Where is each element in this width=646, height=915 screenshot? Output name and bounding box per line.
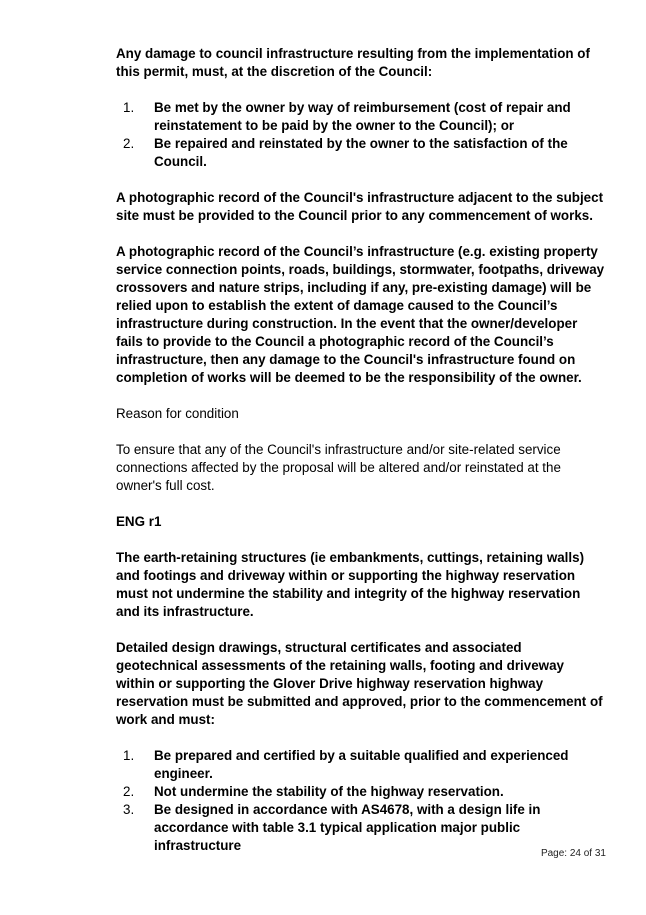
condition-heading: ENG r1 xyxy=(116,514,162,529)
list-item xyxy=(116,99,606,135)
list-item-text: Be designed in accordance with AS4678, with a design life in accordance with table 3.1 typical application major public infrastructure xyxy=(154,802,541,853)
reason-heading: Reason for condition xyxy=(116,406,239,421)
list-item-text: Be prepared and certified by a suitable qualified and experienced engineer. xyxy=(154,748,569,781)
reason-text: To ensure that any of the Council's infrastructure and/or site-related service connections affected by the proposal will be altered and/or reinstated at the owner's full cost. xyxy=(116,442,561,493)
list-item-number: 3. xyxy=(123,802,135,817)
paragraph-design-drawings: Detailed design drawings, structural certificates and associated geotechnical assessments of the retaining walls, footing and driveway within or supporting the Glover Drive highway reservation highway reservation must be submitted and approved, prior to the commencement of work and must: xyxy=(116,640,603,727)
list-item xyxy=(116,783,606,801)
list-item-number: 2. xyxy=(123,784,135,799)
paragraph-damage-intro: Any damage to council infrastructure resulting from the implementation of this permit, must, at the discretion of the Council: xyxy=(116,46,590,79)
list-item xyxy=(116,135,606,171)
list-item-text: Not undermine the stability of the highway reservation. xyxy=(154,784,504,799)
list-item-number: 2. xyxy=(123,136,135,151)
list-item-number: 1. xyxy=(123,748,135,763)
list-item-text: Be repaired and reinstated by the owner to the satisfaction of the Council. xyxy=(154,136,568,169)
paragraph-earth-retaining: The earth-retaining structures (ie embankments, cuttings, retaining walls) and footings and driveway within or supporting the highway reservation must not undermine the stability and integrity of the highway reservation and its infrastructure. xyxy=(116,550,585,619)
document-body xyxy=(116,45,606,855)
page-number: Page: 24 of 31 xyxy=(540,848,606,859)
list-item-number: 1. xyxy=(123,100,135,115)
list-item xyxy=(116,801,606,855)
list-item xyxy=(116,747,606,783)
reimbursement-list xyxy=(116,99,606,171)
requirements-list xyxy=(116,747,606,855)
paragraph-photo-record-detail: A photographic record of the Council’s infrastructure (e.g. existing property service connection points, roads, buildings, stormwater, footpaths, driveway crossovers and nature strips, including if any, pre-existing damage) will be relied upon to establish the extent of damage caused to the Council’s infrastructure during construction. In the event that the owner/developer fails to provide to the Council a photographic record of the Council’s infrastructure, then any damage to the Council's infrastructure found on completion of works will be deemed to be the responsibility of the owner. xyxy=(116,244,605,385)
list-item-text: Be met by the owner by way of reimbursement (cost of repair and reinstatement to be paid by the owner to the Council); or xyxy=(154,100,571,133)
paragraph-photo-record: A photographic record of the Council's infrastructure adjacent to the subject site must be provided to the Council prior to any commencement of works. xyxy=(116,190,604,223)
